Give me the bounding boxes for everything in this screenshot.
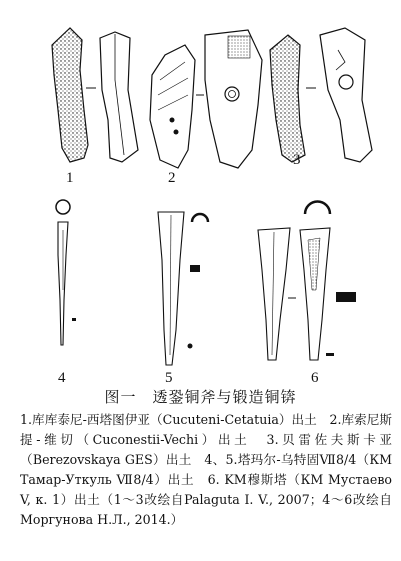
artifact-5-tool xyxy=(158,212,208,365)
figure-label-1: 1 xyxy=(66,170,74,186)
figure-label-6: 6 xyxy=(311,370,319,386)
figure-label-3: 3 xyxy=(293,152,301,168)
figure-label-2: 2 xyxy=(168,170,176,186)
artifact-2-side-view xyxy=(150,45,195,168)
figure-label-5: 5 xyxy=(165,370,173,386)
artifact-1-front-view xyxy=(86,32,138,162)
artifact-3-side-view xyxy=(270,35,305,162)
figure-caption-title: 图一 透銎铜斧与锻造铜锛 xyxy=(104,388,297,406)
artifact-6-tool xyxy=(258,201,356,360)
artifact-1-side-view xyxy=(52,28,88,162)
artifact-3-front-view xyxy=(306,28,372,162)
artifact-2-front-view xyxy=(196,30,262,168)
artifact-4-tool xyxy=(56,200,76,345)
figure-label-4: 4 xyxy=(58,370,66,386)
figure-caption-body: 1.库库泰尼-西塔图伊亚（Cucuteni-Cetatuia）出土 2.库索尼斯提-维切（Cuconestii-Vechi）出土 3.贝雷佐夫斯卡亚（Berezovskaya GES）出土 4、5.塔玛尔-乌特固Ⅶ8/4（КМ Тамар-Уткуль Ⅶ8/4）出土 6. KM穆斯塔（КМ Мустаево V, к. 1）出土（1～3改绘自Palaguta I. V., 2007；4～6改绘自Моргунова Н.Л., 2014.） xyxy=(20,412,392,527)
